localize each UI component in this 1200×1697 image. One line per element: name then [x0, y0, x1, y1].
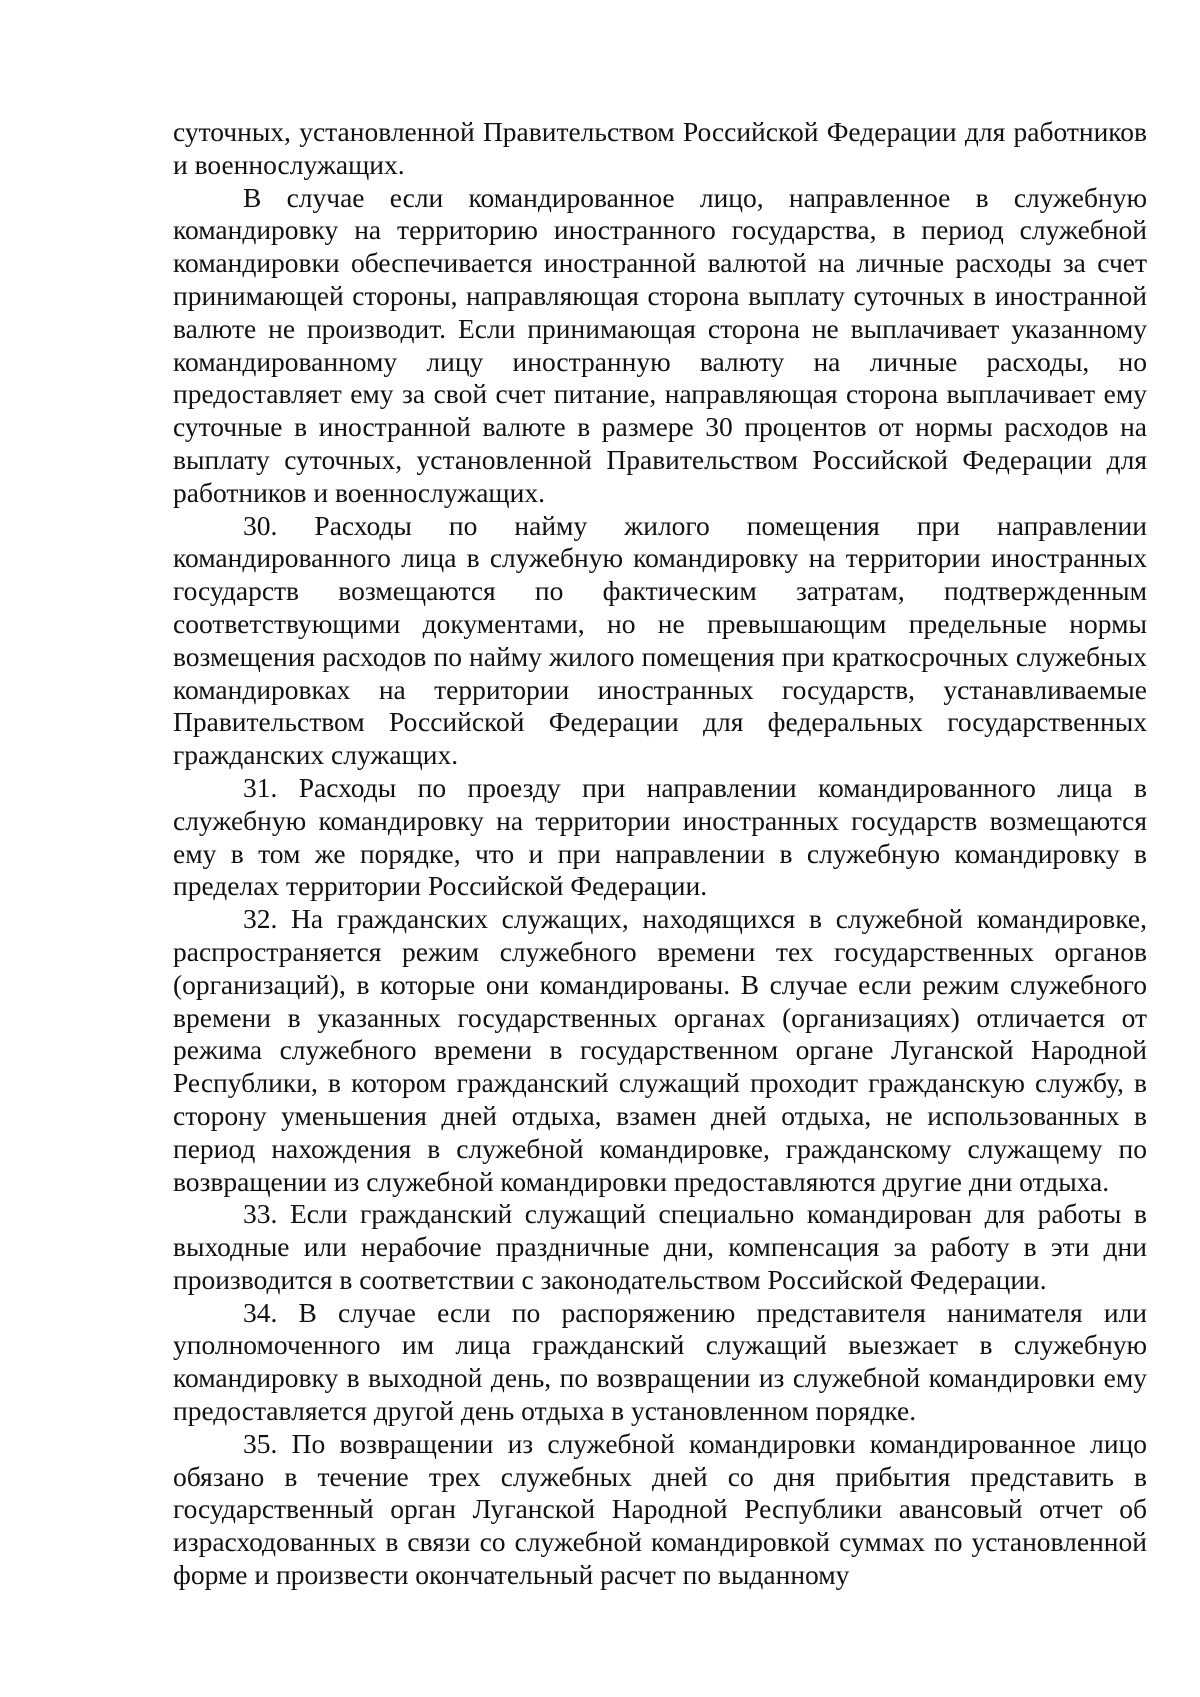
paragraph-33: 33. Если гражданский служащий специально командирован для работы в выходные или нерабочие праздничные дни, компенсация за работу в эти дни производится в соответствии с законодательством Российской Федерации. — [173, 1198, 1147, 1295]
paragraph-32: 32. На гражданских служащих, находящихся в служебной командировке, распространяется режим служебного времени тех государственных органов (организаций), в которые они командированы. В случае если режим служебного времени в указанных государственных органах (организациях) отличается от режима служебного времени в государственном органе Луганской Народной Республики, в котором гражданский служащий проходит гражданскую службу, в сторону уменьшения дней отдыха, взамен дней отдыха, не использованных в период нахождения в служебной командировке, гражданскому служащему по возвращении из служебной командировки предоставляются другие дни отдыха. — [173, 903, 1147, 1197]
paragraph-34: 34. В случае если по распоряжению представителя нанимателя или уполномоченного им лица гражданский служащий выезжает в служебную командировку в выходной день, по возвращении из служебной командировки ему предоставляется другой день отдыха в установленном порядке. — [173, 1296, 1147, 1427]
paragraph-continuation: суточных, установленной Правительством Российской Федерации для работников и военнослужащих. — [173, 116, 1147, 180]
paragraph-foreign-currency: В случае если командированное лицо, направленное в служебную командировку на территорию иностранного государства, в период служебной командировки обеспечивается иностранной валютой на личные расходы за счет принимающей стороны, направляющая сторона выплату суточных в иностранной валюте не производит. Если принимающая сторона не выплачивает указанному командированному лицу иностранную валюту на личные расходы, но предоставляет ему за свой счет питание, направляющая сторона выплачивает ему суточные в иностранной валюте в размере 30 процентов от нормы расходов на выплату суточных, установленной Правительством Российской Федерации для работников и военнослужащих. — [173, 181, 1147, 508]
paragraph-35: 35. По возвращении из служебной командировки командированное лицо обязано в течение трех служебных дней со дня прибытия представить в государственный орган Луганской Народной Республики авансовый отчет об израсходованных в связи со служебной командировкой суммах по установленной форме и произвести окончательный расчет по выданному — [173, 1427, 1147, 1591]
paragraph-30: 30. Расходы по найму жилого помещения при направлении командированного лица в служебную командировку на территории иностранных государств возмещаются по фактическим затратам, подтвержденным соответствующими документами, но не превышающим предельные нормы возмещения расходов по найму жилого помещения при краткосрочных служебных командировках на территории иностранных государств, устанавливаемые Правительством Российской Федерации для федеральных государственных гражданских служащих. — [173, 509, 1147, 771]
document-page — [173, 116, 1147, 1592]
paragraph-31: 31. Расходы по проезду при направлении командированного лица в служебную командировку на территории иностранных государств возмещаются ему в том же порядке, что и при направлении в служебную командировку в пределах территории Российской Федерации. — [173, 771, 1147, 902]
